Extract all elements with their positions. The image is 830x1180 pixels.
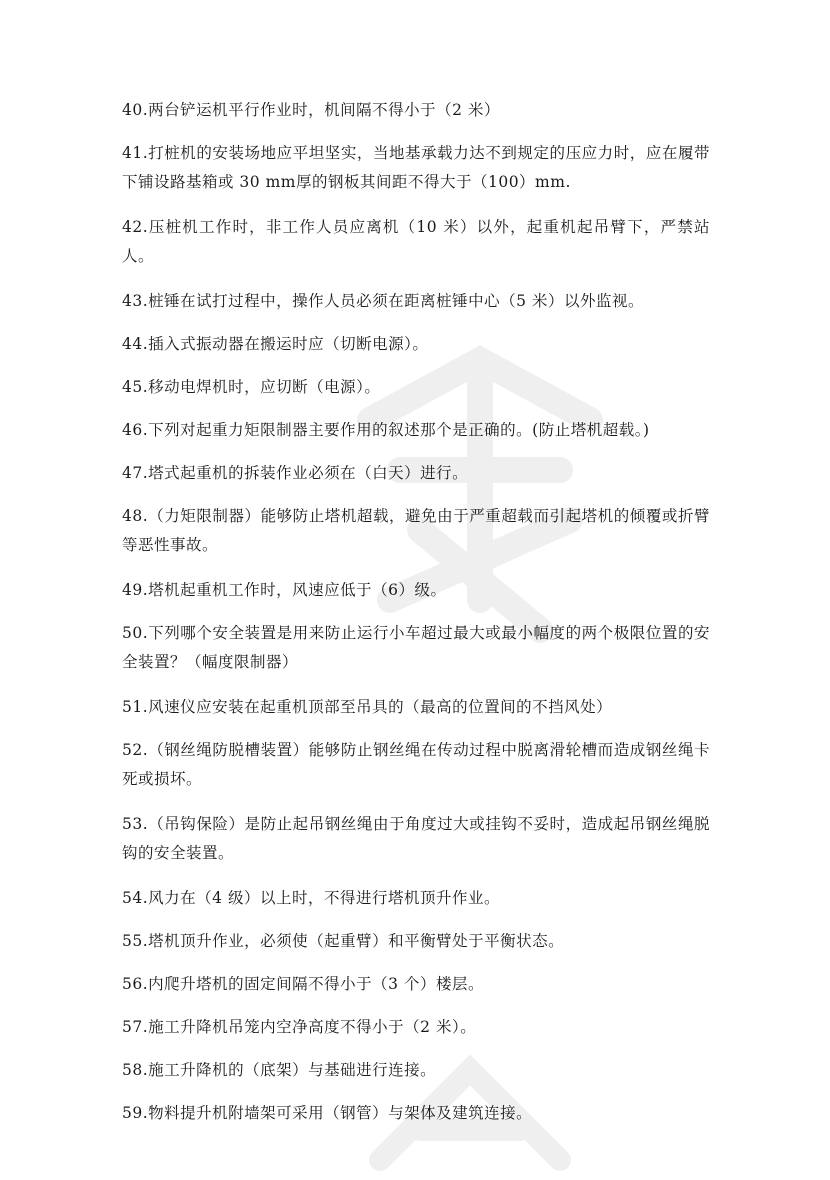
list-item: 50.下列哪个安全装置是用来防止运行小车超过最大或最小幅度的两个极限位置的安全装置？（幅度限制器） xyxy=(122,624,710,671)
list-item: 45.移动电焊机时，应切断（电源）。 xyxy=(122,378,381,396)
list-item: 56.内爬升塔机的固定间隔不得小于（3 个）楼层。 xyxy=(122,975,484,993)
list-item: 43.桩锤在试打过程中，操作人员必须在距离桩锤中心（5 米）以外监视。 xyxy=(122,292,644,310)
list-item: 51.风速仪应安装在起重机顶部至吊具的（最高的位置间的不挡风处） xyxy=(122,698,613,716)
list-item: 44.插入式振动器在搬运时应（切断电源）。 xyxy=(122,335,429,353)
list-item: 47.塔式起重机的拆装作业必须在（白天）进行。 xyxy=(122,464,469,482)
list-item: 48.（力矩限制器）能够防止塔机超载，避免由于严重超载而引起塔机的倾覆或折臂等恶性事故。 xyxy=(122,507,710,554)
list-item: 55.塔机顶升作业，必须使（起重臂）和平衡臂处于平衡状态。 xyxy=(122,932,565,950)
list-item: 59.物料提升机附墙架可采用（钢管）与架体及建筑连接。 xyxy=(122,1104,533,1122)
list-item: 49.塔机起重机工作时，风速应低于（6）级。 xyxy=(122,581,447,599)
list-item: 42.压桩机工作时，非工作人员应离机（10 米）以外，起重机起吊臂下，严禁站人。 xyxy=(122,218,710,265)
list-item: 46.下列对起重力矩限制器主要作用的叙述那个是正确的。(防止塔机超载。) xyxy=(122,421,650,439)
list-item: 57.施工升降机吊笼内空净高度不得小于（2 米）。 xyxy=(122,1018,477,1036)
list-item: 58.施工升降机的（底架）与基础进行连接。 xyxy=(122,1061,437,1079)
list-item: 52.（钢丝绳防脱槽装置）能够防止钢丝绳在传动过程中脱离滑轮槽而造成钢丝绳卡死或损坏。 xyxy=(122,741,710,788)
list-item: 53.（吊钩保险）是防止起吊钢丝绳由于角度过大或挂钩不妥时，造成起吊钢丝绳脱钩的安全装置。 xyxy=(122,815,710,862)
list-item: 41.打桩机的安装场地应平坦坚实，当地基承载力达不到规定的压应力时，应在履带下铺设路基箱或 30 mm厚的钢板其间距不得大于（100）mm. xyxy=(122,144,710,191)
list-item: 54.风力在（4 级）以上时，不得进行塔机顶升作业。 xyxy=(122,889,500,907)
question-list xyxy=(122,96,710,1142)
list-item: 40.两台铲运机平行作业时，机间隔不得小于（2 米） xyxy=(122,101,500,119)
